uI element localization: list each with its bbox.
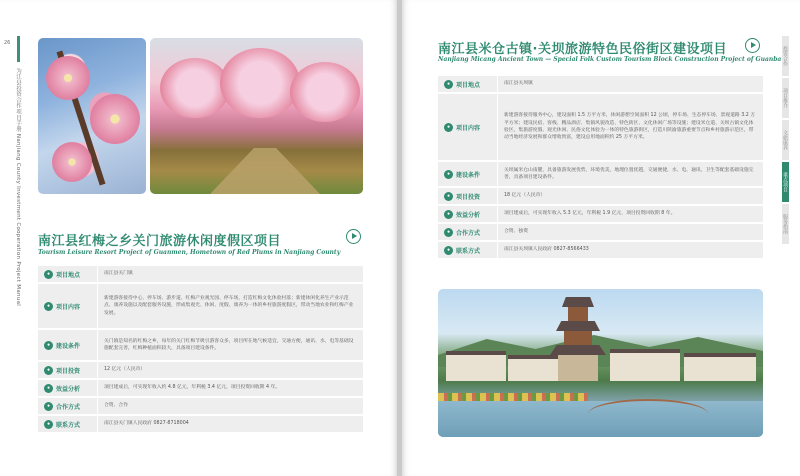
tab-service-guide[interactable]: 服务指南	[782, 204, 789, 244]
row-label	[438, 162, 498, 186]
plum-garden-photo	[150, 38, 363, 194]
row-label-text: 效益分析	[56, 385, 81, 393]
row-value: 关门镇是知名的红梅之乡，每年的关门红梅节吸引游客众多，项目所在地气候适宜，交通方便，通讯、水、电等基础设施配套完善，红梅种植面积较大，具备项目建设条件。	[104, 338, 354, 351]
row-label	[438, 94, 498, 160]
project-subtitle: Nanjiang Micang Ancient Town — Special Folk Custom Tourism Block Construction Project of Guanba	[438, 56, 782, 63]
row-label	[38, 284, 98, 328]
circle-bullet-icon: •	[444, 170, 453, 179]
margin-caption	[12, 36, 22, 306]
circle-bullet-icon: •	[444, 228, 453, 237]
row-value: 12 亿元（人民币）	[104, 367, 146, 373]
table-row	[438, 76, 763, 92]
bridge-shape	[588, 399, 708, 429]
pagoda-roof-shape	[556, 321, 600, 331]
pagoda-body-shape	[558, 355, 598, 381]
circle-bullet-icon: •	[444, 192, 453, 201]
row-label	[38, 398, 98, 414]
tree-shape	[290, 62, 360, 122]
table-row	[38, 266, 363, 282]
pagoda-roof-shape	[562, 297, 594, 307]
row-label-text: 合作方式	[456, 229, 481, 237]
building-shape	[446, 351, 506, 381]
row-label-text: 项目内容	[456, 124, 481, 132]
row-label-text: 建设条件	[456, 171, 481, 179]
table-row	[38, 416, 363, 432]
table-row	[38, 398, 363, 414]
pagoda-body-shape	[564, 331, 592, 347]
left-page	[0, 0, 397, 476]
row-label-text: 项目投资	[456, 193, 481, 201]
circle-bullet-icon: •	[44, 341, 53, 350]
table-row	[438, 94, 763, 160]
building-shape	[684, 353, 756, 381]
flower-shape	[90, 94, 140, 144]
plum-blossom-photo	[38, 38, 146, 194]
project-info-table	[38, 266, 363, 434]
table-row	[438, 224, 763, 240]
table-row	[438, 162, 763, 186]
project-title: 南江县米仓古镇·关坝旅游特色民俗街区建设项目	[438, 42, 727, 57]
row-label-text: 联系方式	[56, 421, 81, 429]
row-label	[438, 206, 498, 222]
project-subtitle: Tourism Leisure Resort Project of Guanmen, Hometown of Red Plums in Nanjiang County	[38, 249, 341, 256]
circle-bullet-icon: •	[44, 366, 53, 375]
table-row	[38, 362, 363, 378]
margin-bar	[17, 36, 20, 62]
row-label	[38, 330, 98, 360]
row-label	[438, 188, 498, 204]
circle-bullet-icon: •	[444, 80, 453, 89]
building-shape	[610, 349, 680, 381]
building-shape	[508, 355, 558, 381]
circle-bullet-icon: •	[444, 210, 453, 219]
tab-projects[interactable]: 项目推介	[782, 78, 789, 118]
row-value: 合资、独资	[504, 229, 528, 235]
row-value: 合资、合作	[104, 403, 128, 409]
row-label	[38, 416, 98, 432]
tab-key-projects[interactable]: 重点项目	[782, 162, 789, 202]
play-circle-icon[interactable]	[745, 38, 760, 53]
row-label-text: 项目地点	[456, 81, 481, 89]
circle-bullet-icon: •	[44, 384, 53, 393]
row-value: 南江县关门镇	[104, 271, 133, 277]
row-value: 18 亿元（人民币）	[504, 193, 546, 199]
table-row	[38, 330, 363, 360]
row-value: 南江县关门镇人民政府 0827-8718004	[104, 421, 189, 427]
row-value: 南江县关坝镇	[504, 81, 533, 87]
row-label	[38, 380, 98, 396]
row-value: 关坝属米仓山南麓，具备旅游发展优势，环境优美，地理位置优越，交通便捷，水、电、通讯、卫生等配套基础设施完善，具备项目建设条件。	[504, 167, 754, 180]
pagoda-body-shape	[568, 307, 588, 321]
row-label-text: 联系方式	[456, 247, 481, 255]
pagoda-roof-shape	[550, 345, 606, 355]
row-label-text: 项目投资	[56, 367, 81, 375]
row-label	[438, 224, 498, 240]
circle-bullet-icon: •	[44, 302, 53, 311]
tab-investment[interactable]: 投资合作	[782, 36, 789, 76]
tab-tourism[interactable]: 文旅康养	[782, 120, 789, 160]
circle-bullet-icon: •	[44, 402, 53, 411]
table-row	[38, 284, 363, 328]
ancient-town-rendering	[438, 289, 763, 437]
row-value: 南江县关坝镇人民政府 0827-8566433	[504, 247, 589, 253]
row-label-text: 合作方式	[56, 403, 81, 411]
circle-bullet-icon: •	[444, 123, 453, 132]
project-title: 南江县红梅之乡关门旅游休闲度假区项目	[38, 234, 282, 249]
row-value: 项目建成后，可实现年收入 5.3 亿元，年利税 1.9 亿元，项目投资回收期 8 年。	[504, 211, 676, 217]
table-row	[38, 380, 363, 396]
row-label-text: 建设条件	[56, 342, 81, 350]
table-row	[438, 206, 763, 222]
row-label	[38, 362, 98, 378]
circle-bullet-icon: •	[44, 270, 53, 279]
row-value: 新建游客接待服务中心，建设面积 1.5 万平方米，休闲游憩空间面积 12 公顷，停车场、生态停车场、景观道路 3.2 万平方米；建设民宿、客栈、精品酒店、集镇风貌改造、特色街区、文化休闲广场等设施；建设米仓道、关坝古镇文化体验区，集旅游度假、观光休闲、民俗文化体验为一体的特色旅游街区，打造川陕渝旅游重要节点和乡村旅游示范区，带动当地经济发展和群众增收致富，建设总用地面积约 25 万平方米。	[504, 113, 756, 141]
project-info-table	[438, 76, 763, 260]
flower-shape	[52, 142, 92, 182]
row-value: 新建游客接待中心、停车场、游步道、红梅产业观光园、停车场，打造红梅文化体验村落；新建休闲化养生产业示范点、康养设施以及配套服务设施，形成集观光、休闲、度假、康养为一体的乡村旅游度假区，带动当地农业和红梅产业发展。	[104, 295, 354, 316]
section-tabs	[782, 36, 800, 246]
table-row	[438, 242, 763, 258]
row-label-text: 效益分析	[456, 211, 481, 219]
play-circle-icon[interactable]	[346, 229, 361, 244]
row-label	[438, 76, 498, 92]
circle-bullet-icon: •	[444, 246, 453, 255]
flower-shape	[46, 56, 90, 100]
circle-bullet-icon: •	[44, 420, 53, 429]
table-row	[438, 188, 763, 204]
row-label	[438, 242, 498, 258]
row-label-text: 项目地点	[56, 271, 81, 279]
row-label	[38, 266, 98, 282]
garden-path-shape	[210, 148, 320, 194]
tree-shape	[220, 48, 300, 118]
margin-caption-text: 为江县投资合作项目手册 Nanjiang County Investment Cooperation Project Manual	[15, 68, 21, 307]
page-number: 26	[4, 40, 11, 46]
row-label-text: 项目内容	[56, 303, 81, 311]
row-value: 项目建成后，可实现年收入约 4.8 亿元，年利税 3.4 亿元，项目投资回收期 4 年。	[104, 385, 281, 391]
